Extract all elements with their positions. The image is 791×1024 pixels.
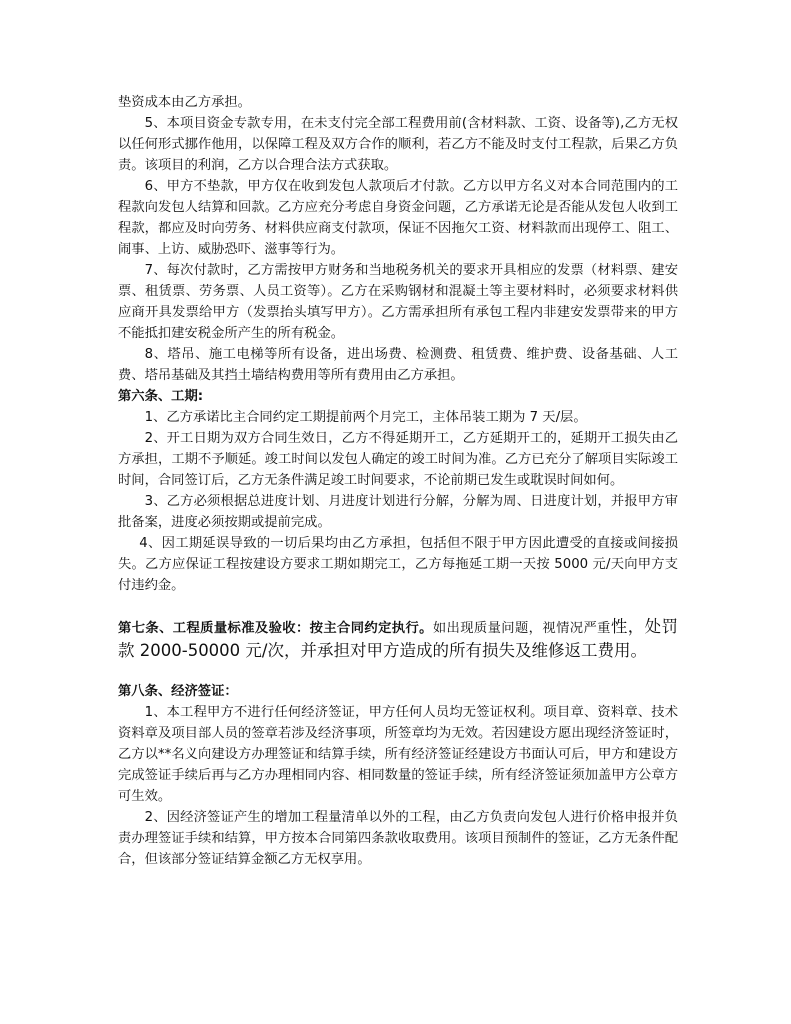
clause-5-6: 6、甲方不垫款，甲方仅在收到发包人款项后才付款。乙方以甲方名义对本合同范围内的工程款向发包人结算和回款。乙方应充分考虑自身资金问题，乙方承诺无论是否能从发包人收到工程款，都应及时向劳务、材料供应商支付款项，保证不因拖欠工资、材料款而出现停工、阻工、闹事、上访、威胁恐吓、滋事等行为。	[118, 179, 678, 257]
clause-6-2: 2、开工日期为双方合同生效日，乙方不得延期开工，乙方延期开工的，延期开工损失由乙方承担，工期不予顺延。竣工时间以发包人确定的竣工时间为准。乙方已充分了解项目实际竣工时间，合同签订后，乙方无条件满足竣工时间要求，不论前期已发生或耽误时间如何。	[118, 431, 678, 488]
article-6-heading: 第六条、工期:	[118, 389, 204, 404]
article-7-text-large: 性，处罚款 2000-50000 元/次，并承担对甲方造成的所有损失及维修返工费用。	[118, 617, 679, 660]
clause-8-1: 1、本工程甲方不进行任何经济签证，甲方任何人员均无签证权利。项目章、资料章、技术资料章及项目部人员的签章若涉及经济事项，所签章均为无效。若因建设方愿出现经济签证时，乙方以**名义向建设方办理签证和结算手续，所有经济签证经建设方书面认可后，甲方和建设方完成签证手续后再与乙方办理相同内容、相同数量的签证手续，所有经济签证须加盖甲方公章方可生效。	[118, 705, 678, 804]
document-body	[118, 92, 678, 870]
clause-6-4: 4、因工期延误导致的一切后果均由乙方承担，包括但不限于甲方因此遭受的直接或间接损失。乙方应保证工程按建设方要求工期如期完工，乙方每拖延工期一天按 5000 元/天向甲方支付违约金。	[118, 536, 678, 593]
clause-5-5: 5、本项目资金专款专用，在未支付完全部工程费用前(含材料款、工资、设备等),乙方无权以任何形式挪作他用，以保障工程及双方合作的顺利，若乙方不能及时支付工程款，后果乙方负责。该项目的利润，乙方以合理合法方式获取。	[118, 116, 678, 173]
article-7-heading: 第七条、工程质量标准及验收：按主合同约定执行。	[118, 621, 433, 636]
clause-6-1: 1、乙方承诺比主合同约定工期提前两个月完工，主体吊装工期为 7 天/层。	[144, 410, 587, 425]
clause-5-8: 8、塔吊、施工电梯等所有设备，进出场费、检测费、租赁费、维护费、设备基础、人工费、塔吊基础及其挡土墙结构费用等所有费用由乙方承担。	[118, 347, 678, 383]
article-7-text: 如出现质量问题，视情况严重	[432, 621, 611, 636]
paragraph-advance-cost: 垫资成本由乙方承担。	[118, 95, 251, 110]
article-8-heading: 第八条、经济签证：	[118, 684, 238, 699]
clause-8-2: 2、因经济签证产生的增加工程量清单以外的工程，由乙方负责向发包人进行价格申报并负责办理签证手续和结算，甲方按本合同第四条款收取费用。该项目预制件的签证，乙方无条件配合，但该部分签证结算金额乙方无权享用。	[118, 810, 678, 867]
clause-6-3: 3、乙方必须根据总进度计划、月进度计划进行分解，分解为周、日进度计划，并报甲方审批备案，进度必须按期或提前完成。	[118, 494, 678, 530]
clause-5-7: 7、每次付款时，乙方需按甲方财务和当地税务机关的要求开具相应的发票（材料票、建安票、租赁票、劳务票、人员工资等）。乙方在采购钢材和混凝土等主要材料时，必须要求材料供应商开具发票给甲方（发票抬头填写甲方）。乙方需承担所有承包工程内非建安发票带来的甲方不能抵扣建安税金所产生的所有税金。	[118, 263, 678, 341]
article-7	[118, 615, 678, 663]
